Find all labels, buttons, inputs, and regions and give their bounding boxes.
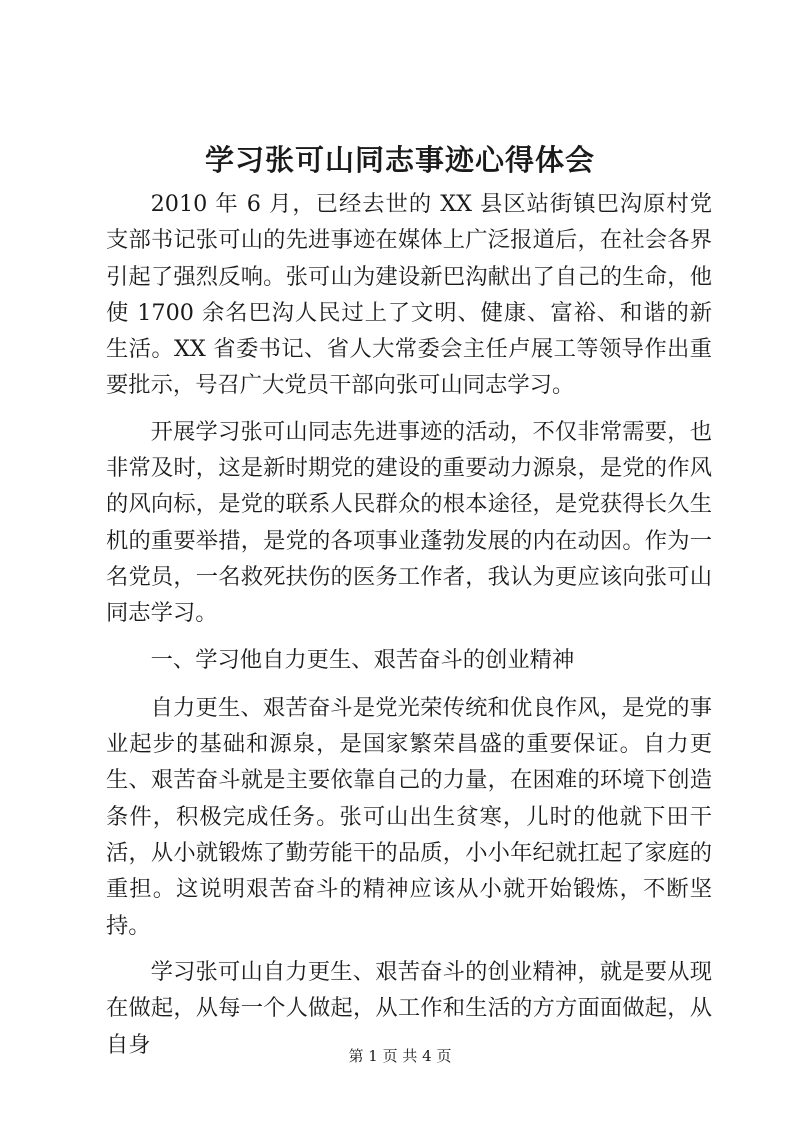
paragraph-intro: 2010 年 6 月，已经去世的 XX 县区站街镇巴沟原村党支部书记张可山的先进事迹在媒体上广泛报道后，在社会各界引起了强烈反响。张可山为建设新巴沟献出了自己的生命，他使 1700 余名巴沟人民过上了文明、健康、富裕、和谐的新生活。XX 省委书记、省人大常委会主任卢展工等领导作出重要批示，号召广大党员干部向张可山同志学习。: [106, 191, 712, 399]
paragraph-self-reliance: 自力更生、艰苦奋斗是党光荣传统和优良作风，是党的事业起步的基础和源泉，是国家繁荣昌盛的重要保证。自力更生、艰苦奋斗就是主要依靠自己的力量，在困难的环境下创造条件，积极完成任务。张可山出生贫寒，儿时的他就下田干活，从小就锻炼了勤劳能干的品质，小小年纪就扛起了家庭的重担。这说明艰苦奋斗的精神应该从小就开始锻炼，不断坚持。: [106, 694, 712, 939]
page-footer: 第 1 页 共 4 页: [348, 1047, 452, 1065]
document-title: 学习张可山同志事迹心得体会: [204, 143, 595, 177]
section-heading-1: 一、学习他自力更生、艰苦奋斗的创业精神: [150, 646, 575, 673]
paragraph-significance: 开展学习张可山同志先进事迹的活动，不仅非常需要，也非常及时，这是新时期党的建设的重要动力源泉，是党的作风的风向标，是党的联系人民群众的根本途径，是党获得长久生机的重要举措，是党的各项事业蓬勃发展的内在动因。作为一名党员，一名救死扶伤的医务工作者，我认为更应该向张可山同志学习。: [106, 418, 712, 627]
document-body: [106, 186, 712, 1073]
paragraph-learning: 学习张可山自力更生、艰苦奋斗的创业精神，就是要从现在做起，从每一个人做起，从工作和生活的方方面面做起，从自身: [106, 958, 712, 1058]
